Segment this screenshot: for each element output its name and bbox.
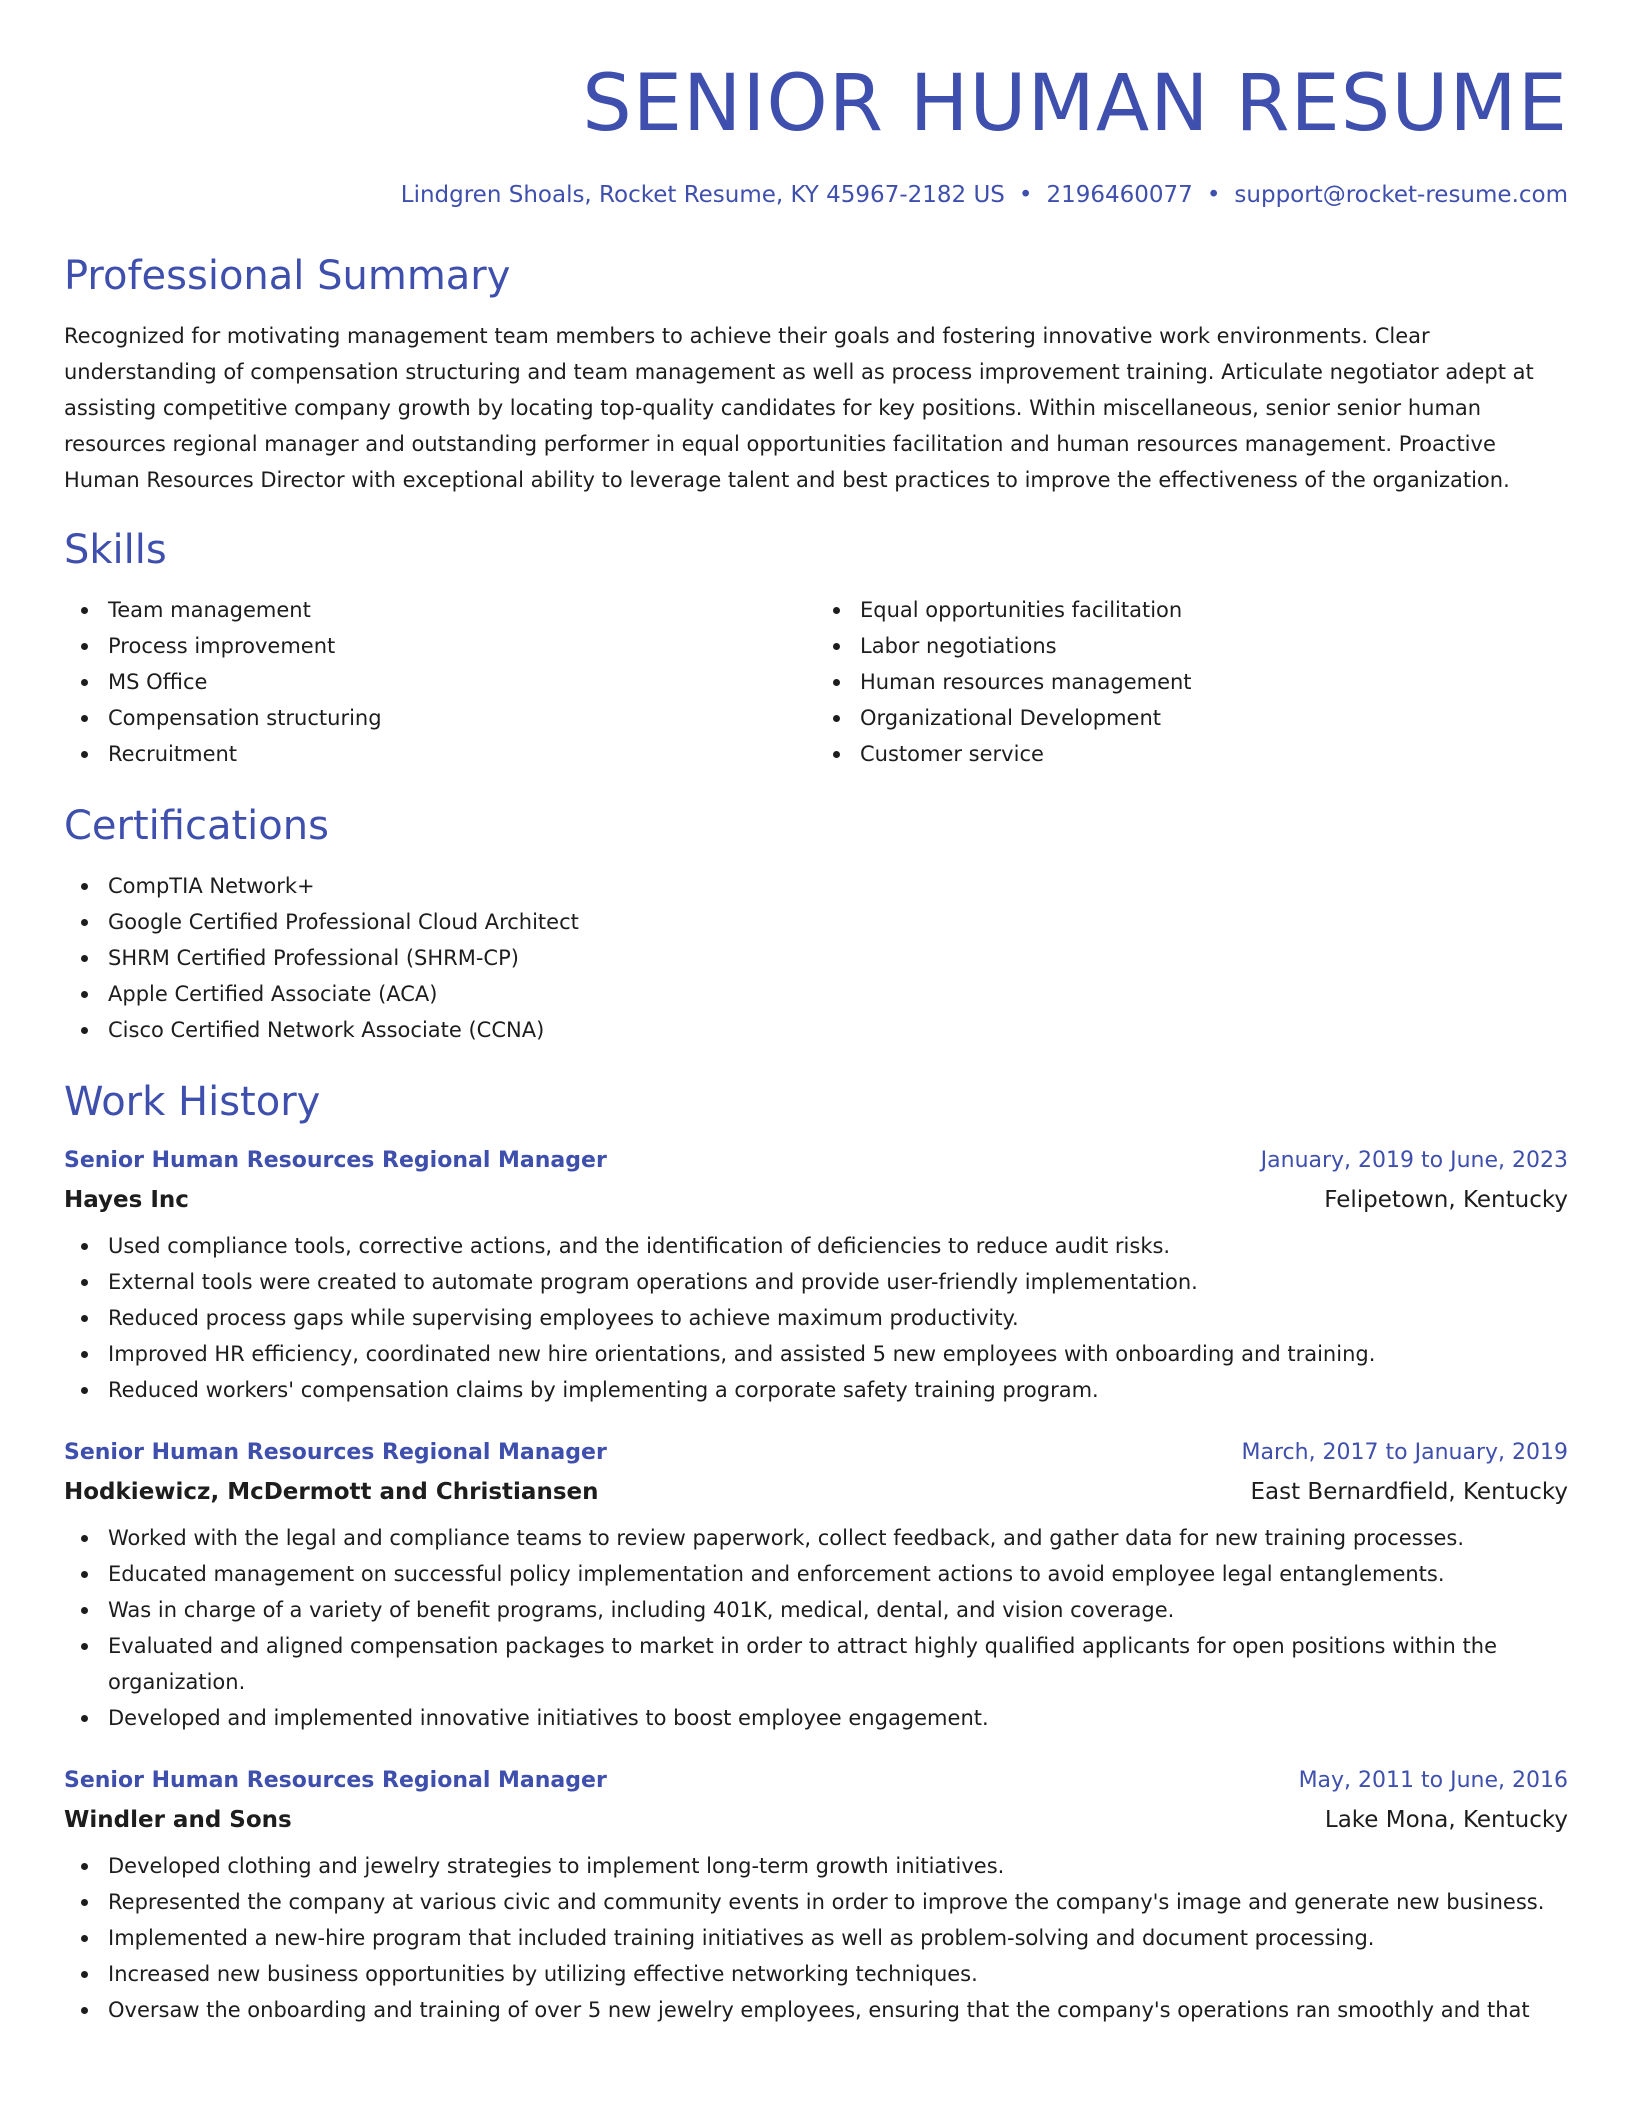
skills-left-list [64, 592, 816, 772]
certification-item: Google Certified Professional Cloud Architect [108, 904, 1568, 940]
skill-item: Team management [108, 592, 816, 628]
job-bullets [64, 1228, 1568, 1408]
contact-separator: • [1206, 182, 1221, 208]
job-bullet: Implemented a new-hire program that included training initiatives as well as problem-solving and document processing. [108, 1920, 1568, 1956]
contact-email: support@rocket-resume.com [1234, 182, 1568, 208]
contact-phone: 2196460077 [1046, 182, 1193, 208]
job-bullet: Evaluated and aligned compensation packages to market in order to attract highly qualified applicants for open positions within the organization. [108, 1628, 1568, 1700]
job-bullet: External tools were created to automate program operations and provide user-friendly implementation. [108, 1264, 1568, 1300]
job-bullets [64, 1520, 1568, 1736]
job-title: Senior Human Resources Regional Manager [64, 1148, 607, 1173]
job-bullet: Used compliance tools, corrective actions, and the identification of deficiencies to reduce audit risks. [108, 1228, 1568, 1264]
job-bullet: Increased new business opportunities by utilizing effective networking techniques. [108, 1956, 1568, 1992]
job-entry [64, 1146, 1568, 1408]
contact-line [64, 180, 1568, 210]
summary-text: Recognized for motivating management team members to achieve their goals and fostering innovative work environments. Clear understanding of compensation structuring and team management as well as process improvement training. Articulate negotiator adept at assisting competitive company growth by locating top-quality candidates for key positions. Within miscellaneous, senior senior human resources regional manager and outstanding performer in equal opportunities facilitation and human resources management. Proactive Human Resources Director with exceptional ability to leverage talent and best practices to improve the effectiveness of the organization. [64, 324, 1534, 492]
job-title: Senior Human Resources Regional Manager [64, 1440, 607, 1465]
job-bullet: Improved HR efficiency, coordinated new hire orientations, and assisted 5 new employees with onboarding and training. [108, 1336, 1568, 1372]
skills-right-list [816, 592, 1568, 772]
skill-item: MS Office [108, 664, 816, 700]
certification-item: Cisco Certified Network Associate (CCNA) [108, 1012, 1568, 1048]
certifications-list [64, 868, 1568, 1048]
certification-item: CompTIA Network+ [108, 868, 1568, 904]
job-header [64, 1438, 1568, 1468]
work-history-heading: Work History [64, 1079, 321, 1125]
job-bullet: Oversaw the onboarding and training of over 5 new jewelry employees, ensuring that the company's operations ran smoothly and that [108, 1992, 1568, 2028]
job-subheader [64, 1805, 1568, 1835]
job-subheader [64, 1185, 1568, 1215]
skill-item: Organizational Development [860, 700, 1568, 736]
summary-heading: Professional Summary [64, 253, 511, 299]
job-bullet: Developed clothing and jewelry strategies to implement long-term growth initiatives. [108, 1848, 1568, 1884]
job-company: Hodkiewicz, McDermott and Christiansen [64, 1479, 599, 1505]
job-bullet: Reduced workers' compensation claims by implementing a corporate safety training program. [108, 1372, 1568, 1408]
skill-item: Compensation structuring [108, 700, 816, 736]
certification-item: SHRM Certified Professional (SHRM-CP) [108, 940, 1568, 976]
skill-item: Labor negotiations [860, 628, 1568, 664]
job-bullet: Worked with the legal and compliance teams to review paperwork, collect feedback, and gather data for new training processes. [108, 1520, 1568, 1556]
job-bullets [64, 1848, 1568, 2028]
job-header [64, 1766, 1568, 1796]
skill-item: Process improvement [108, 628, 816, 664]
skills-columns [64, 592, 1568, 772]
job-company: Windler and Sons [64, 1807, 292, 1833]
job-entry [64, 1438, 1568, 1736]
contact-separator: • [1018, 182, 1033, 208]
resume-name: SENIOR HUMAN RESUME [582, 59, 1568, 149]
skill-item: Equal opportunities facilitation [860, 592, 1568, 628]
job-dates: January, 2019 to June, 2023 [1260, 1148, 1568, 1173]
skill-item: Human resources management [860, 664, 1568, 700]
job-dates: March, 2017 to January, 2019 [1241, 1440, 1568, 1465]
job-location: Felipetown, Kentucky [1324, 1187, 1568, 1213]
certifications-heading: Certifications [64, 803, 329, 849]
job-entry [64, 1766, 1568, 2028]
job-bullet: Was in charge of a variety of benefit programs, including 401K, medical, dental, and vision coverage. [108, 1592, 1568, 1628]
job-location: East Bernardfield, Kentucky [1250, 1479, 1568, 1505]
job-bullet: Represented the company at various civic and community events in order to improve the company's image and generate new business. [108, 1884, 1568, 1920]
skill-item: Customer service [860, 736, 1568, 772]
job-title: Senior Human Resources Regional Manager [64, 1768, 607, 1793]
job-bullet: Educated management on successful policy implementation and enforcement actions to avoid employee legal entanglements. [108, 1556, 1568, 1592]
contact-address: Lindgren Shoals, Rocket Resume, KY 45967-2182 US [400, 182, 1005, 208]
job-header [64, 1146, 1568, 1176]
job-location: Lake Mona, Kentucky [1324, 1807, 1568, 1833]
job-subheader [64, 1477, 1568, 1507]
job-company: Hayes Inc [64, 1187, 189, 1213]
resume-page [64, 0, 1568, 2028]
skill-item: Recruitment [108, 736, 816, 772]
certification-item: Apple Certified Associate (ACA) [108, 976, 1568, 1012]
job-bullet: Developed and implemented innovative initiatives to boost employee engagement. [108, 1700, 1568, 1736]
skills-heading: Skills [64, 527, 167, 573]
job-dates: May, 2011 to June, 2016 [1298, 1768, 1568, 1793]
job-bullet: Reduced process gaps while supervising employees to achieve maximum productivity. [108, 1300, 1568, 1336]
